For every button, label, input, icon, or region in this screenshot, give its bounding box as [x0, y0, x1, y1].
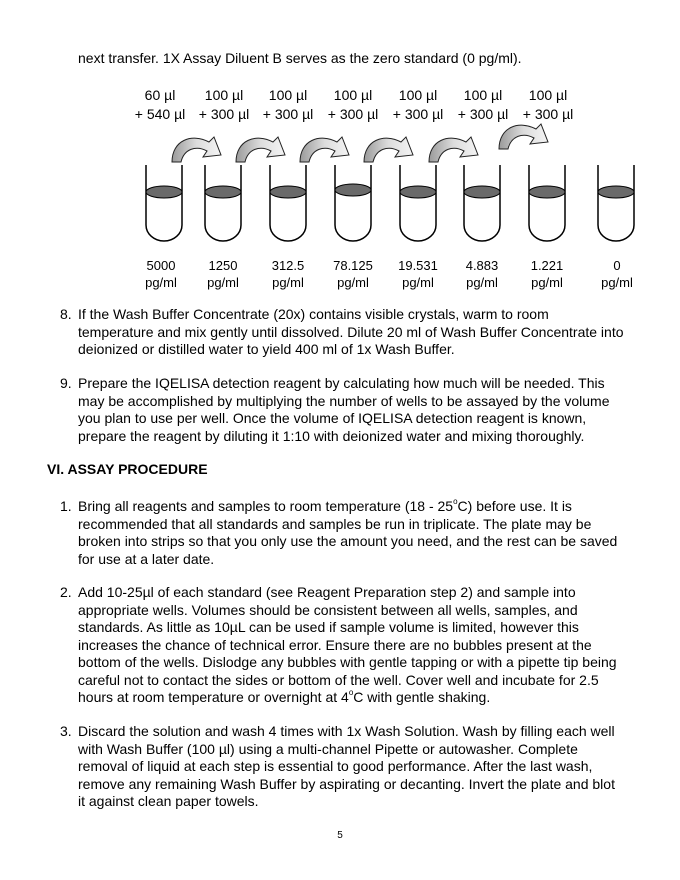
concentration-label-7: [514, 257, 580, 291]
transfer-arrow-icon: [300, 137, 349, 162]
step-text: Bring all reagents and samples to room temperature (18 - 25: [78, 498, 454, 514]
concentration-value: 5000: [146, 258, 176, 273]
step-text-line: for use at a later date.: [78, 550, 215, 567]
step-text-line: broken into strips so that you only use the amount you need, and the rest can be saved: [78, 533, 618, 549]
concentration-unit: pg/ml: [402, 275, 434, 290]
concentration-label-6: [449, 257, 515, 291]
step-number: 2.: [60, 584, 72, 600]
step-text-line: careful not to contact the sides or bottom of the well. Cover well and incubate for 2.5: [78, 671, 599, 688]
concentration-label-2: [190, 257, 256, 291]
step-number: 1.: [60, 498, 72, 514]
step-number: 9.: [60, 375, 72, 391]
concentration-value: 1250: [208, 258, 238, 273]
step-text-line: may be accomplished by multiplying the number of wells to be assayed by the volume: [78, 392, 610, 409]
volume-top: 100 µl: [528, 87, 568, 103]
step-text-line: increases the chance of technical error. Ensure there are no bubbles present at the: [78, 636, 592, 653]
volume-bottom: + 300 µl: [327, 106, 379, 122]
volume-top: 100 µl: [398, 87, 438, 103]
step-text-line: Prepare the IQELISA detection reagent by calculating how much will be needed. This: [78, 375, 605, 391]
step-text-line: standards. As little as 10µL can be used if sample volume is limited, however this: [78, 619, 579, 635]
concentration-label-8: [584, 257, 650, 291]
concentration-label-3: [255, 257, 321, 291]
volume-bottom: + 300 µl: [392, 106, 444, 122]
transfer-arrows: [172, 124, 548, 162]
concentration-label-5: [385, 257, 451, 291]
step-text-line: remove any remaining Wash Buffer by aspirating or decanting. Invert the plate and blot: [78, 775, 615, 792]
tube-2: [205, 165, 241, 241]
transfer-arrow-icon: [236, 137, 285, 162]
tube-3: [270, 165, 306, 241]
concentration-unit: pg/ml: [207, 275, 239, 290]
concentration-unit: pg/ml: [601, 275, 633, 290]
transfer-arrow-icon: [172, 137, 221, 162]
volume-bottom: + 300 µl: [457, 106, 509, 122]
tube-4: [335, 165, 371, 241]
volume-top: 100 µl: [463, 87, 503, 103]
tube-7: [529, 165, 565, 241]
volume-bottom: + 300 µl: [522, 106, 574, 122]
volume-top: 60 µl: [144, 87, 176, 103]
step-text-line: [78, 689, 490, 707]
step-text: C) before use. It is: [457, 498, 572, 514]
intro-text: next transfer. 1X Assay Diluent B serves as the zero standard (0 pg/ml).: [78, 50, 522, 66]
tube-8: [598, 165, 634, 241]
transfer-arrow-icon: [364, 137, 413, 162]
degree-symbol: o: [453, 497, 458, 506]
tube-6: [464, 165, 500, 241]
volume-top: 100 µl: [268, 87, 308, 103]
concentration-unit: pg/ml: [272, 275, 304, 290]
concentration-value: 4.883: [465, 258, 499, 273]
step-number: 8.: [60, 306, 72, 322]
concentration-unit: pg/ml: [145, 275, 177, 290]
step-text-line: removal of liquid at each step is essential to good performance. After the last wash,: [78, 758, 593, 774]
step-text-line: recommended that all standards and samples be run in triplicate. The plate may be: [78, 515, 592, 532]
concentration-value: 19.531: [398, 258, 438, 273]
step-text-line: prepare the reagent by diluting it 1:10 with deionized water and mixing thoroughly.: [78, 427, 585, 444]
step-text-line: deionized or distilled water to yield 400 ml of 1x Wash Buffer.: [78, 341, 455, 357]
step-text-line: it against clean paper towels.: [78, 793, 259, 809]
step-text: C with gentle shaking.: [353, 689, 491, 705]
concentration-label-4: [320, 257, 386, 291]
concentration-value: 312.5: [271, 258, 305, 273]
volume-top: 100 µl: [204, 87, 244, 103]
concentration-unit: pg/ml: [466, 275, 498, 290]
concentration-value: 1.221: [530, 258, 564, 273]
concentration-unit: pg/ml: [531, 275, 563, 290]
step-text-line: appropriate wells. Volumes should be consistent between all wells, samples, and: [78, 601, 578, 618]
step-text-line: Discard the solution and wash 4 times with 1x Wash Solution. Wash by filling each well: [78, 723, 615, 739]
volume-bottom: + 540 µl: [134, 106, 186, 122]
step-text-line: bottom of the wells. Dislodge any bubbles with gentle tapping or with a pipette tip being: [78, 654, 617, 670]
tubes-illustration: [0, 0, 680, 260]
transfer-arrow-icon: [429, 137, 478, 162]
volume-top: 100 µl: [333, 87, 373, 103]
concentration-label-1: [128, 257, 194, 291]
concentration-unit: pg/ml: [337, 275, 369, 290]
step-text-line: [78, 498, 572, 516]
concentration-value: 78.125: [333, 258, 373, 273]
tube-5: [400, 165, 436, 241]
volume-bottom: + 300 µl: [262, 106, 314, 122]
section-heading: VI. ASSAY PROCEDURE: [47, 461, 208, 477]
degree-symbol: o: [348, 688, 354, 697]
step-text-line: temperature and mix gently until dissolved. Dilute 20 ml of Wash Buffer Concentrate into: [78, 323, 624, 340]
page-number: 5: [337, 830, 343, 841]
transfer-arrow-icon: [499, 124, 548, 149]
tube-1: [146, 165, 182, 241]
step-text-line: Add 10-25µl of each standard (see Reagent Preparation step 2) and sample into: [78, 584, 576, 600]
concentration-value: 0: [613, 258, 621, 273]
step-text-line: you plan to use per well. Once the volume of IQELISA detection reagent is known,: [78, 410, 587, 426]
step-number: 3.: [60, 723, 72, 739]
tubes: [146, 165, 634, 241]
volume-bottom: + 300 µl: [198, 106, 250, 122]
step-text-line: with Wash Buffer (100 µl) using a multi-channel Pipette or autowasher. Complete: [78, 740, 578, 757]
step-text-line: If the Wash Buffer Concentrate (20x) contains visible crystals, warm to room: [78, 306, 549, 322]
step-text: hours at room temperature or overnight at 4: [78, 689, 349, 705]
